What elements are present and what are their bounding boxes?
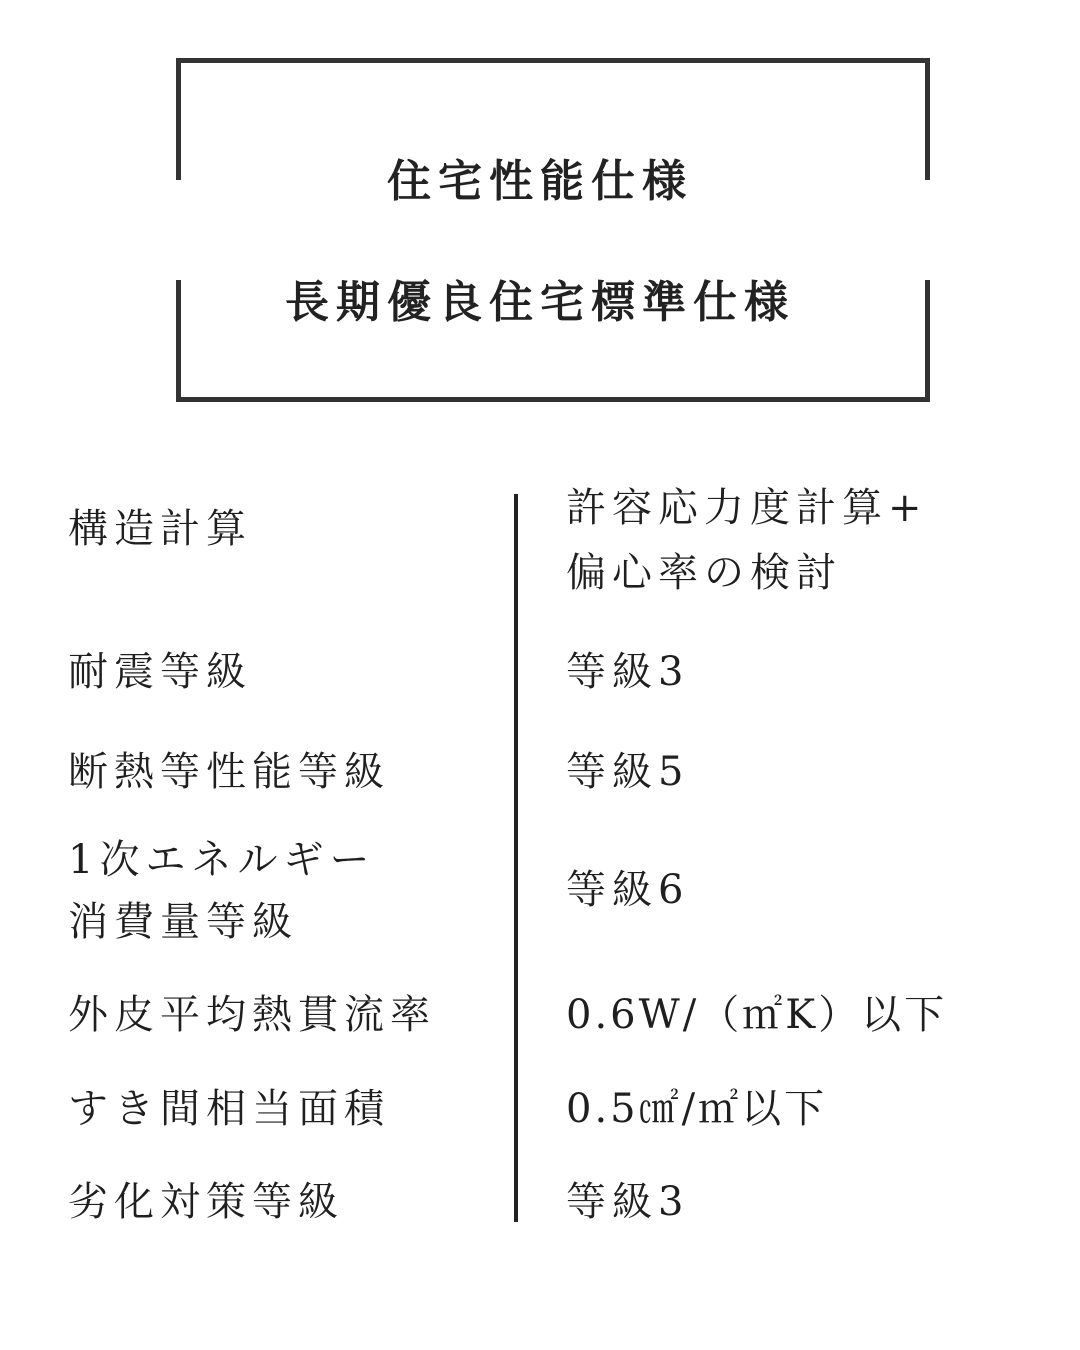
spec-value-ua-value: 0.6W/（㎡K）以下 bbox=[566, 992, 948, 1038]
table-divider bbox=[514, 494, 518, 1222]
spec-label-energy-grade-line2: 消費量等級 bbox=[68, 899, 298, 945]
spec-label-insulation-grade: 断熱等性能等級 bbox=[68, 749, 390, 795]
spec-label-c-value: すき間相当面積 bbox=[68, 1086, 390, 1132]
page-title: 住宅性能仕様 bbox=[387, 156, 693, 207]
frame-bottom-border bbox=[176, 397, 930, 402]
spec-label-ua-value: 外皮平均熱貫流率 bbox=[68, 992, 436, 1038]
spec-value-energy-grade: 等級6 bbox=[566, 867, 690, 913]
spec-value-seismic-grade: 等級3 bbox=[566, 649, 690, 695]
spec-value-structural-calc-line1: 許容応力度計算+ bbox=[566, 485, 928, 531]
spec-label-deterioration-grade: 劣化対策等級 bbox=[68, 1179, 344, 1225]
spec-value-structural-calc-line2: 偏心率の検討 bbox=[566, 550, 842, 596]
spec-label-structural-calc: 構造計算 bbox=[68, 506, 252, 552]
header-frame bbox=[176, 58, 930, 402]
spec-value-deterioration-grade: 等級3 bbox=[566, 1179, 690, 1225]
spec-value-c-value: 0.5㎠/㎡以下 bbox=[566, 1086, 828, 1132]
spec-value-insulation-grade: 等級5 bbox=[566, 749, 690, 795]
spec-label-energy-grade-line1: 1次エネルギー bbox=[68, 837, 376, 883]
page-subtitle: 長期優良住宅標準仕様 bbox=[285, 277, 795, 328]
spec-label-seismic-grade: 耐震等級 bbox=[68, 649, 252, 695]
frame-top-border bbox=[176, 58, 930, 63]
